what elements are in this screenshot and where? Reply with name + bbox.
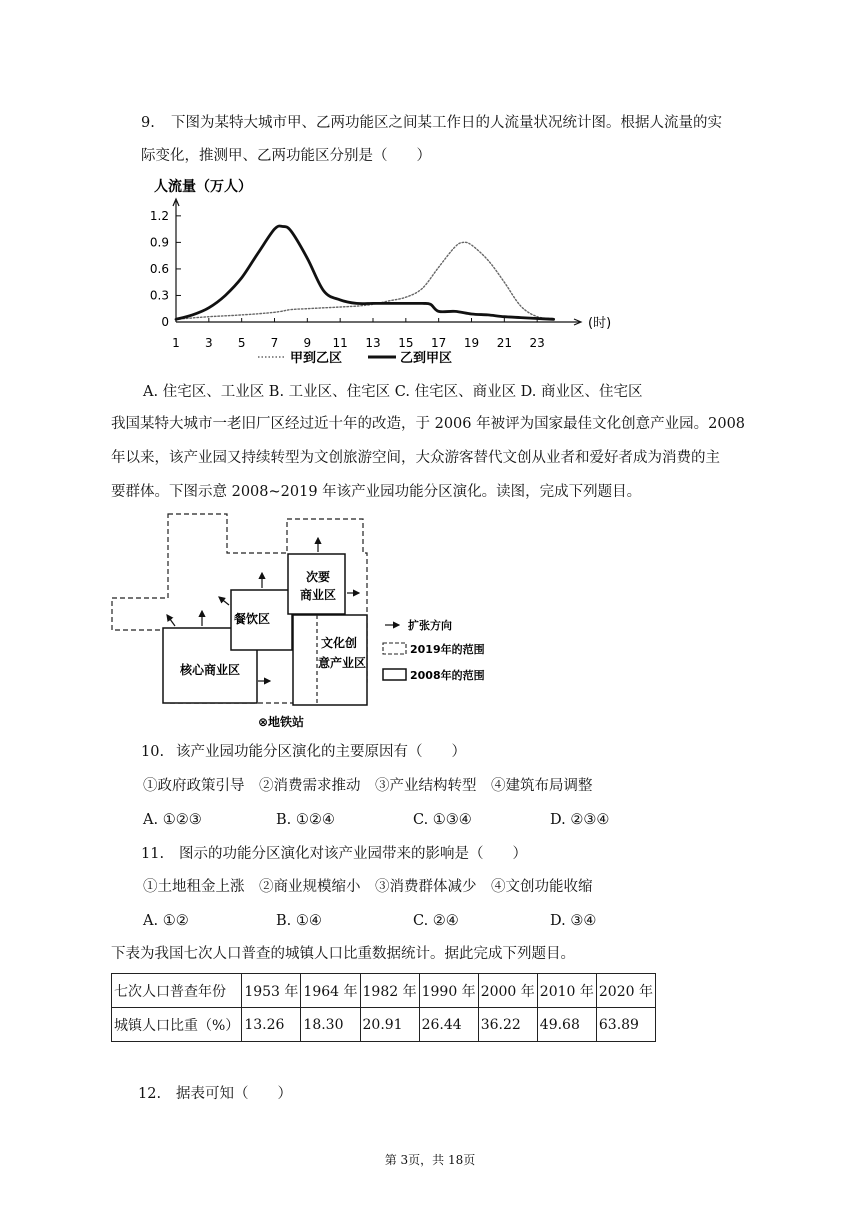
q9-options: A. 住宅区、工业区 B. 工业区、住宅区 C. 住宅区、商业区 D. 商业区、住宅区 — [143, 384, 643, 400]
y-tick-label: 0.3 — [149, 288, 169, 303]
census-table — [111, 973, 656, 1042]
passage-line2: 年以来，该产业园又持续转型为文创旅游空间，大众游客替代文创从业者和爱好者成为消费的主 — [111, 450, 720, 466]
x-tick-label: 19 — [463, 336, 480, 350]
table-row — [112, 1008, 656, 1042]
chart-ylabel: 人流量（万人） — [154, 179, 252, 195]
q9-stem-line1: 下图为某特大城市甲、乙两功能区之间某工作日的人流量状况统计图。根据人流量的实 — [171, 115, 722, 131]
q10-option-b: B. ①②④ — [276, 812, 335, 828]
x-tick-label: 23 — [529, 336, 545, 350]
chart-xlabel: (时) — [588, 316, 612, 331]
q12-stem: 据表可知（ ） — [176, 1086, 292, 1102]
q9-stem-line2: 际变化，推测甲、乙两功能区分别是（ ） — [141, 148, 431, 164]
chart-legend — [258, 350, 452, 366]
x-tick-label: 15 — [398, 336, 414, 350]
table-header-cell: 1990 年 — [419, 974, 478, 1008]
table-cell: 49.68 — [537, 1008, 596, 1042]
q10-option-d: D. ②③④ — [550, 812, 610, 828]
table-row — [112, 974, 656, 1008]
x-tick-label: 13 — [365, 336, 381, 350]
zone-label-core: 核心商业区 — [179, 663, 241, 677]
passage-line1: 我国某特大城市一老旧厂区经过近十年的改造，于 2006 年被评为国家最佳文化创意产业园。2008 — [111, 416, 746, 432]
x-tick-label: 1 — [172, 336, 180, 350]
legend-expand-label: 扩张方向 — [408, 619, 452, 632]
table-header-cell: 2010 年 — [537, 974, 596, 1008]
x-tick-label: 3 — [205, 336, 213, 350]
q11-option-a: A. ①② — [143, 913, 189, 929]
subway-station-label: ⊗地铁站 — [257, 715, 305, 729]
x-tick-label: 21 — [496, 336, 512, 350]
x-tick-label: 11 — [332, 336, 348, 350]
zone-label-secondary: 次要商业区 — [299, 570, 337, 602]
flow-chart — [140, 175, 640, 370]
x-tick-label: 5 — [237, 336, 246, 350]
table-cell: 26.44 — [419, 1008, 478, 1042]
legend-2019-swatch — [383, 643, 406, 654]
zoning-diagram — [105, 510, 505, 735]
q10-items: ①政府政策引导 ②消费需求推动 ③产业结构转型 ④建筑布局调整 — [143, 778, 593, 794]
legend-label-yi-to-jia: 乙到甲区 — [400, 351, 453, 366]
table-cell: 城镇人口比重（%） — [112, 1008, 242, 1042]
table-header-cell: 七次人口普查年份 — [112, 974, 242, 1008]
table-cell: 13.26 — [242, 1008, 301, 1042]
table-header-cell: 1953 年 — [242, 974, 301, 1008]
series-line-jia-to-yi — [176, 242, 554, 319]
table-cell: 20.91 — [360, 1008, 419, 1042]
table-cell: 18.30 — [301, 1008, 360, 1042]
q10-option-a: A. ①②③ — [143, 812, 202, 828]
q11-option-d: D. ③④ — [550, 913, 597, 929]
table-header-cell: 2020 年 — [596, 974, 655, 1008]
y-tick-label: 0.9 — [149, 235, 169, 250]
expand-arrow — [167, 615, 175, 626]
x-tick-label: 17 — [431, 336, 447, 350]
legend-2019-label: 2019年的范围 — [410, 643, 485, 656]
zone-label-dining: 餐饮区 — [233, 612, 271, 626]
table-header-cell: 1964 年 — [301, 974, 360, 1008]
q12-number: 12. — [138, 1086, 162, 1102]
table-header-cell: 1982 年 — [360, 974, 419, 1008]
q11-number: 11. — [141, 846, 165, 862]
y-tick-label: 1.2 — [149, 208, 169, 223]
q9-number: 9. — [141, 115, 155, 131]
x-tick-label: 9 — [303, 336, 312, 350]
legend-label-jia-to-yi: 甲到乙区 — [290, 351, 343, 366]
table-intro: 下表为我国七次人口普查的城镇人口比重数据统计。据此完成下列题目。 — [111, 946, 575, 962]
table-cell: 63.89 — [596, 1008, 655, 1042]
q10-number: 10. — [141, 744, 165, 760]
x-tick-label: 7 — [270, 336, 279, 350]
q10-stem: 该产业园功能分区演化的主要原因有（ ） — [176, 744, 466, 760]
expand-arrow — [219, 597, 229, 605]
q11-stem: 图示的功能分区演化对该产业园带来的影响是（ ） — [179, 846, 527, 862]
page-footer: 第 3页，共 18页 — [384, 1153, 476, 1167]
table-header-cell: 2000 年 — [478, 974, 537, 1008]
zone-secondary-commercial — [288, 554, 345, 614]
y-tick-label: 0 — [161, 315, 169, 329]
legend-2008-swatch — [383, 669, 406, 680]
y-tick-label: 0.6 — [149, 261, 169, 276]
q11-option-c: C. ②④ — [413, 913, 459, 929]
passage-line3: 要群体。下图示意 2008~2019 年该产业园功能分区演化。读图，完成下列题目。 — [111, 484, 642, 500]
q11-items: ①土地租金上涨 ②商业规模缩小 ③消费群体减少 ④文创功能收缩 — [143, 879, 593, 895]
q11-option-b: B. ①④ — [276, 913, 322, 929]
q10-option-c: C. ①③④ — [413, 812, 472, 828]
legend-2008-label: 2008年的范围 — [410, 669, 485, 682]
table-cell: 36.22 — [478, 1008, 537, 1042]
zone-label-creative: 文化创意产业区 — [317, 636, 367, 670]
